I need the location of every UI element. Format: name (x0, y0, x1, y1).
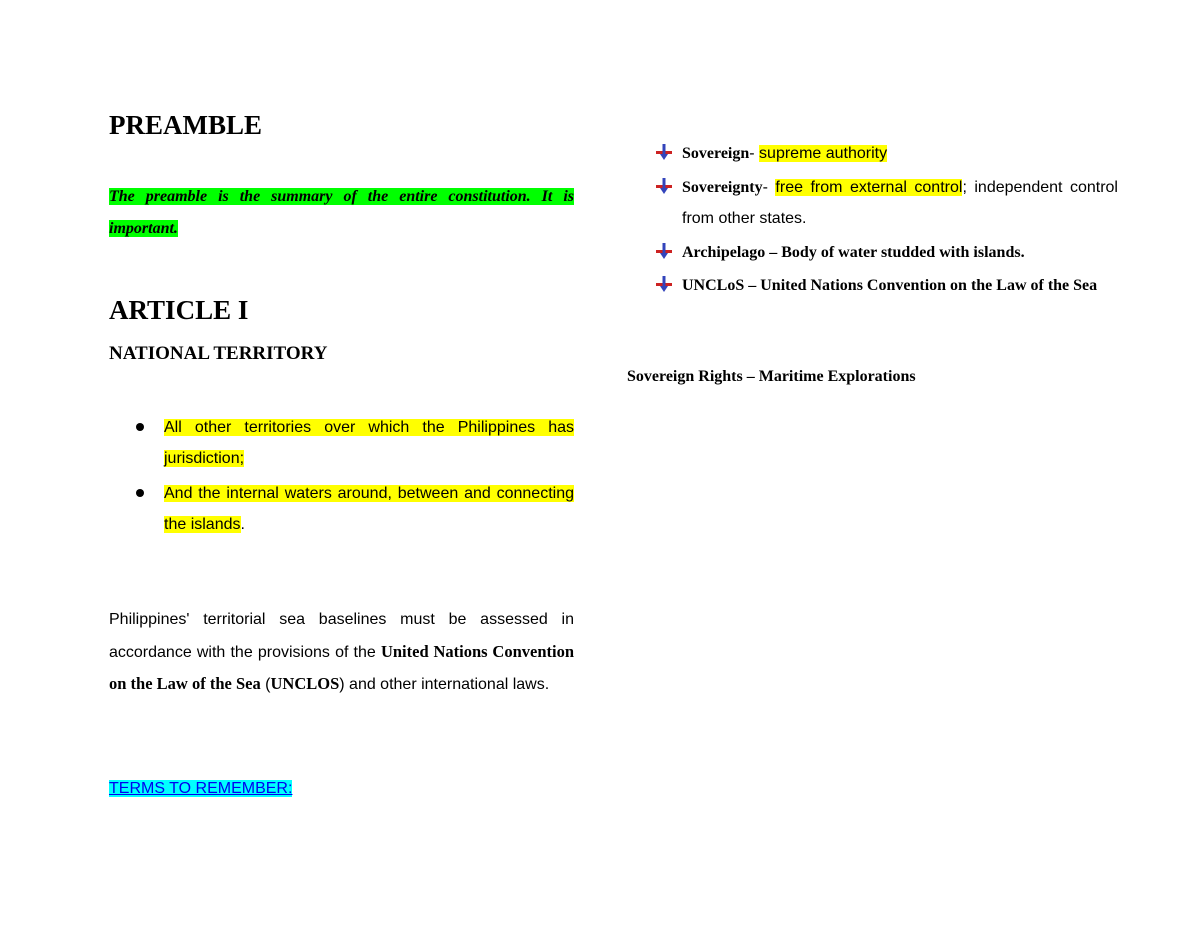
preamble-heading: PREAMBLE (109, 110, 263, 140)
unclos-paragraph (109, 604, 574, 701)
down-arrow-plus-icon (655, 275, 673, 293)
list-item (655, 172, 1118, 235)
unclos-bold-name: United Nations Convention on the Law of the Sea (109, 641, 574, 693)
unclos-text-part1: Philippines' territorial sea baselines must be assessed in accordance with the provisions of the (109, 611, 574, 661)
list-item (109, 478, 574, 540)
terms-list (655, 138, 1118, 304)
term-highlight: free from external control (775, 178, 963, 196)
list-item (109, 412, 574, 474)
down-arrow-plus-icon (655, 143, 673, 161)
list-item (655, 270, 1118, 302)
term-label: UNCLoS – United Nations Convention on the Law of the Sea (682, 277, 1098, 294)
bullet-text: All other territories over which the Philippines has jurisdiction; (164, 419, 574, 467)
list-item (655, 237, 1118, 269)
preamble-text (109, 181, 574, 245)
unclos-bold-acronym: UNCLOS (270, 674, 340, 693)
down-arrow-plus-icon (655, 177, 673, 195)
territory-bullet-list (109, 412, 574, 544)
terms-heading-text: TERMS TO REMEMBER: (109, 780, 293, 797)
unclos-text-part2: ( (260, 676, 271, 693)
bullet-text: And the internal waters around, between and connecting the islands (164, 485, 574, 533)
term-label: Sovereignty (682, 178, 763, 196)
term-rest: ; independent control from other states. (682, 178, 1118, 227)
term-sep: - (749, 145, 760, 162)
terms-heading (109, 778, 292, 800)
sovereign-rights-line: Sovereign Rights – Maritime Explorations (627, 368, 916, 385)
unclos-text-part3: ) and other international laws. (339, 676, 550, 693)
bullet-dot-icon (136, 423, 144, 431)
article-subheading: NATIONAL TERRITORY (109, 343, 328, 364)
preamble-highlight: The preamble is the summary of the entire constitution. It is important. (109, 188, 574, 237)
term-highlight: supreme authority (759, 145, 888, 162)
term-label: Archipelago – Body of water studded with islands. (682, 243, 1025, 261)
down-arrow-plus-icon (655, 242, 673, 260)
bullet-suffix: . (240, 516, 245, 533)
term-label: Sovereign (682, 145, 750, 162)
bullet-dot-icon (136, 489, 144, 497)
list-item (655, 138, 1118, 170)
article-heading: ARTICLE I (109, 295, 249, 325)
term-sep: - (762, 178, 776, 196)
